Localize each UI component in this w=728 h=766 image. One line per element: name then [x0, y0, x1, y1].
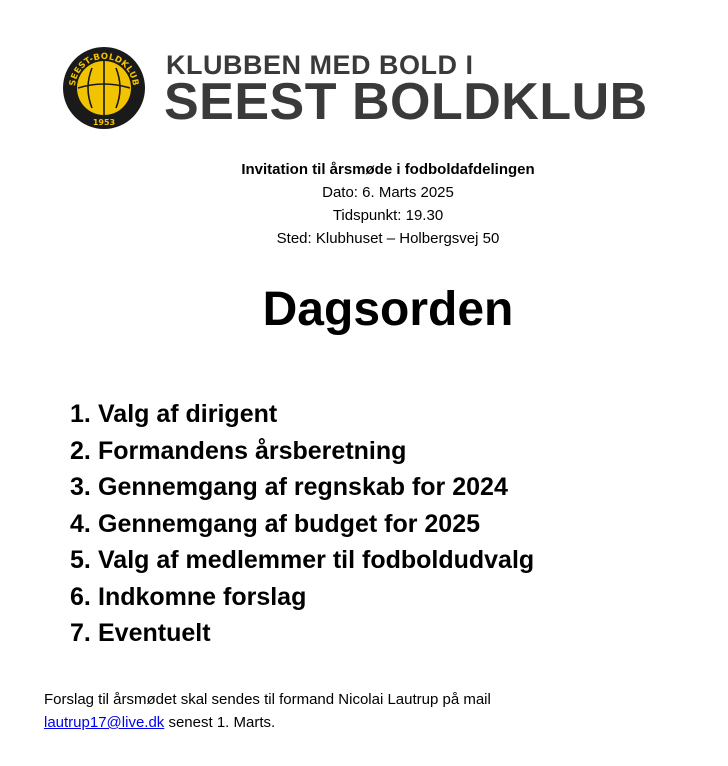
agenda-item: 2. Formandens årsberetning [70, 436, 407, 465]
club-name: SEEST BOLDKLUB [164, 73, 648, 131]
invitation-title: Invitation til årsmøde i fodboldafdelingen [241, 161, 535, 178]
invitation-block [0, 158, 728, 250]
agenda-item: 1. Valg af dirigent [70, 400, 278, 428]
email-link[interactable]: lautrup17@live.dk [44, 714, 165, 731]
club-tagline: KLUBBEN MED BOLD I [166, 50, 474, 80]
agenda-list [70, 396, 534, 652]
footer-deadline: senest 1. Marts. [164, 714, 276, 731]
agenda-item: 7. Eventuelt [70, 619, 211, 647]
agenda-heading: Dagsorden [262, 283, 514, 336]
meeting-date: Dato: 6. Marts 2025 [322, 184, 454, 201]
crest-year-text: 1953 [92, 118, 116, 127]
agenda-item: 6. Indkomne forslag [70, 582, 307, 611]
club-crest-icon [62, 46, 146, 130]
meeting-place: Sted: Klubhuset – Holbergsvej 50 [276, 230, 500, 247]
agenda-item: 4. Gennemgang af budget for 2025 [70, 509, 481, 538]
header [62, 46, 702, 132]
agenda-item: 5. Valg af medlemmer til fodboldudvalg [70, 546, 535, 574]
footer-line2 [44, 711, 491, 734]
footer-note [44, 688, 491, 734]
crest-top-text: SEEST-BOLDKLUB [67, 51, 141, 87]
agenda-item: 3. Gennemgang af regnskab for 2024 [70, 473, 508, 501]
meeting-time: Tidspunkt: 19.30 [332, 207, 444, 224]
footer-line1: Forslag til årsmødet skal sendes til formand Nicolai Lautrup på mail [44, 691, 491, 708]
